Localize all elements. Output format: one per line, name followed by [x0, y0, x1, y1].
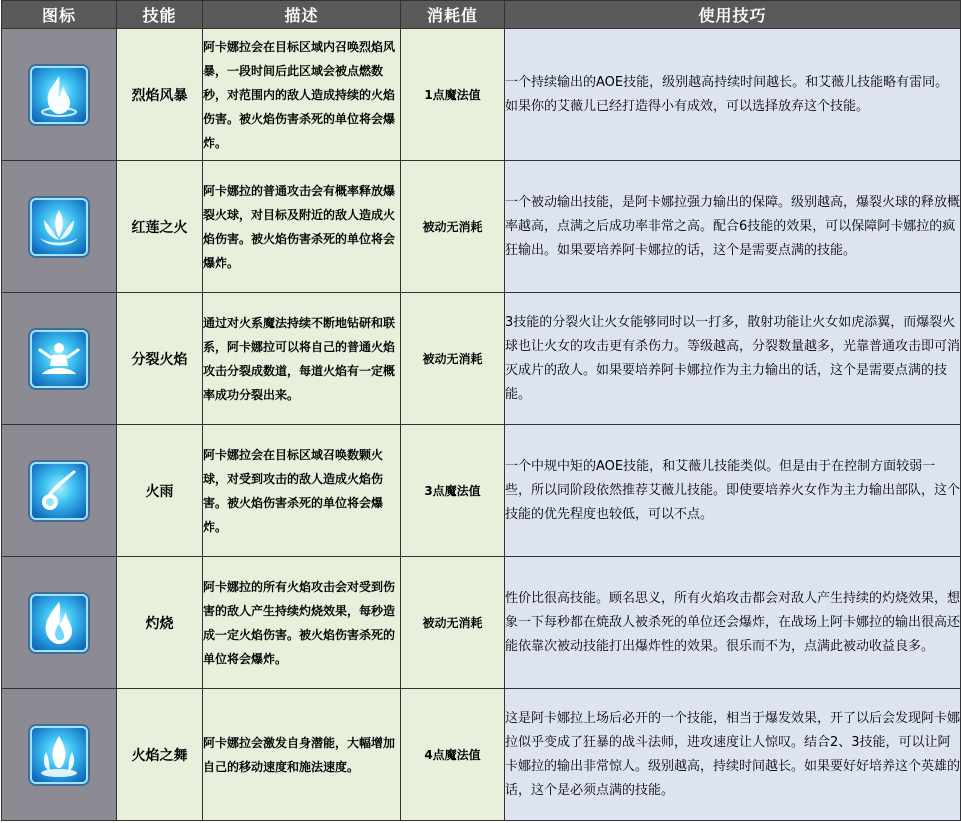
skill-cost: 被动无消耗 [401, 161, 505, 293]
header-cost: 消耗值 [401, 1, 505, 29]
flame-icon [30, 594, 88, 652]
header-description: 描述 [203, 1, 401, 29]
meditating-figure-icon [30, 330, 88, 388]
fire-storm-icon [30, 66, 88, 124]
skill-tip: 一个被动输出技能，是阿卡娜拉强力输出的保障。级别越高，爆裂火球的释放概率越高，点满之后成功率非常之高。配合6技能的效果，可以保障阿卡娜拉的疯狂输出。如果要培养阿卡娜拉的话，这个是需要点满的技能。 [505, 161, 961, 293]
skill-tip: 性价比很高技能。顾名思义，所有火焰攻击都会对敌人产生持续的灼烧效果，想象一下每秒都在焼敌人被杀死的单位还会爆炸，在战场上阿卡娜拉的输出很高还能依靠次被动技能打出爆炸性的效果。很乐而不为，点满此被动收益良多。 [505, 557, 961, 689]
header-skill: 技能 [117, 1, 203, 29]
skill-description: 阿卡娜拉的所有火焰攻击会对受到伤害的敌人产生持续灼烧效果，每秒造成一定火焰伤害。被火焰伤害杀死的单位将会爆炸。 [203, 557, 401, 689]
skill-name: 火焰之舞 [117, 689, 203, 821]
skill-name: 红莲之火 [117, 161, 203, 293]
skill-tip: 这是阿卡娜拉上场后必开的一个技能，相当于爆发效果，开了以后会发现阿卡娜拉似乎变成了狂暴的战斗法师，进攻速度让人惊叹。结合2、3技能，可以让阿卡娜拉的输出非常惊人。级别越高，持续时间越长。如果要好好培养这个英雄的话，这个是必须点满的技能。 [505, 689, 961, 821]
skill-tip: 一个持续输出的AOE技能，级别越高持续时间越长。和艾薇儿技能略有雷同。如果你的艾薇儿已经打造得小有成效，可以选择放弃这个技能。 [505, 29, 961, 161]
skill-tip: 3技能的分裂火让火女能够同时以一打多，散射功能让火女如虎添翼，而爆裂火球也让火女的攻击更有杀伤力。等级越高，分裂数量越多，光靠普通攻击即可消灭成片的敌人。如果要培养阿卡娜拉作为主力输出的话，这个是需要点满的技能。 [505, 293, 961, 425]
skill-name: 灼烧 [117, 557, 203, 689]
skill-description: 阿卡娜拉会在目标区域召唤数颗火球，对受到攻击的敌人造成火焰伤害。被火焰伤害杀死的单位将会爆炸。 [203, 425, 401, 557]
skills-table [1, 0, 961, 821]
skill-cost: 4点魔法值 [401, 689, 505, 821]
table-row [2, 425, 961, 557]
table-row [2, 161, 961, 293]
skill-description: 阿卡娜拉会激发自身潜能，大幅增加自己的移动速度和施法速度。 [203, 689, 401, 821]
skill-description: 阿卡娜拉会在目标区域内召唤烈焰风暴，一段时间后此区域会被点燃数秒，对范围内的敌人造成持续的火焰伤害。被火焰伤害杀死的单位将会爆炸。 [203, 29, 401, 161]
skill-name: 火雨 [117, 425, 203, 557]
fire-dance-icon [30, 726, 88, 784]
skill-description: 阿卡娜拉的普通攻击会有概率释放爆裂火球，对目标及附近的敌人造成火焰伤害。被火焰伤害杀死的单位将会爆炸。 [203, 161, 401, 293]
header-row [2, 1, 961, 29]
skill-cost: 1点魔法值 [401, 29, 505, 161]
skill-cost: 3点魔法值 [401, 425, 505, 557]
skill-tip: 一个中规中矩的AOE技能，和艾薇儿技能类似。但是由于在控制方面较弱一些，所以同阶段依然推荐艾薇儿技能。即使要培养火女作为主力输出部队，这个技能的优先程度也较低，可以不点。 [505, 425, 961, 557]
fire-rain-icon [30, 462, 88, 520]
skill-cost: 被动无消耗 [401, 557, 505, 689]
table-row [2, 557, 961, 689]
header-tips: 使用技巧 [505, 1, 961, 29]
lotus-fire-icon [30, 198, 88, 256]
table-row [2, 293, 961, 425]
skill-cost: 被动无消耗 [401, 293, 505, 425]
skill-description: 通过对火系魔法持续不断地钻研和联系，阿卡娜拉可以将自己的普通火焰攻击分裂成数道，每道火焰有一定概率成功分裂出来。 [203, 293, 401, 425]
skill-name: 分裂火焰 [117, 293, 203, 425]
table-row [2, 29, 961, 161]
table-row [2, 689, 961, 821]
skill-name: 烈焰风暴 [117, 29, 203, 161]
header-icon: 图标 [2, 1, 117, 29]
